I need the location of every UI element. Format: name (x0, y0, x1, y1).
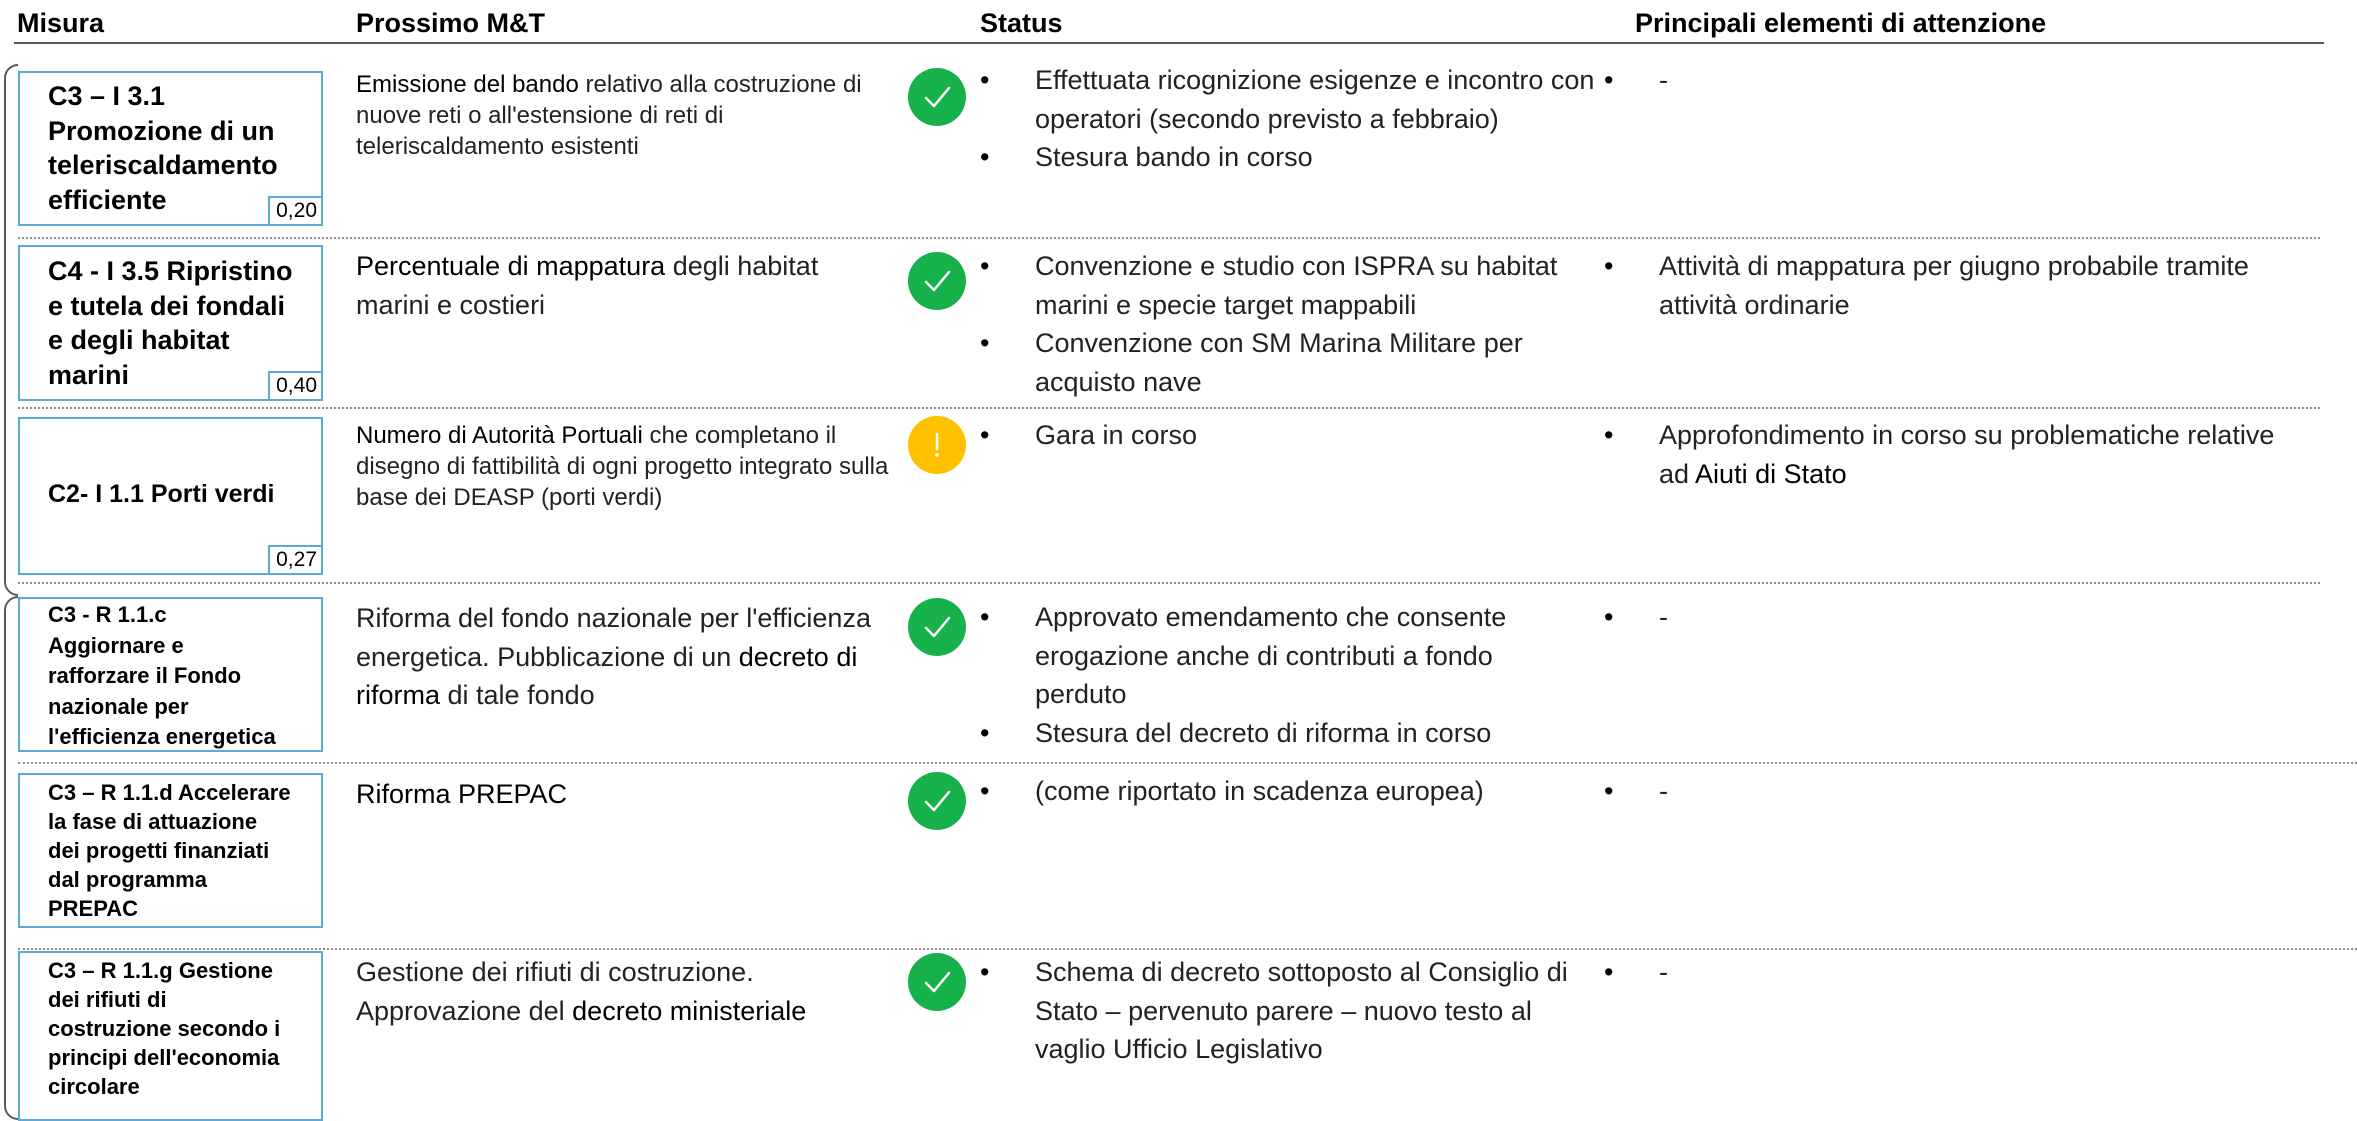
status-item: • Stesura bando in corso (980, 138, 1600, 177)
measure-title (48, 778, 291, 923)
status-list (980, 61, 1600, 177)
mt-highlight: Emissione del bando (356, 71, 579, 98)
group-bracket-top (4, 64, 18, 596)
check-icon (908, 68, 966, 126)
header-attenzione: Principali elementi di attenzione (1635, 8, 2047, 38)
measure-title-line: costruzione secondo i (48, 1016, 281, 1041)
status-item: • Schema di decreto sottoposto al Consiglio di Stato – pervenuto parere – nuovo testo al vaglio Ufficio Legislativo (980, 953, 1600, 1069)
attention-item: • Attività di mappatura per giugno probabile tramite attività ordinarie (1604, 247, 2304, 324)
status-list (980, 247, 1600, 401)
measure-title-line: nazionale per (48, 693, 189, 719)
check-icon (908, 252, 966, 310)
mt-description (356, 775, 901, 814)
attention-list (1604, 416, 2304, 493)
measure-title-line: C3 – R 1.1.g Gestione (48, 958, 273, 983)
status-list (980, 772, 1600, 811)
measure-title-line: dei progetti finanziati (48, 838, 270, 863)
measure-value: 0,20 (268, 196, 321, 224)
attention-item: • - (1604, 772, 2304, 811)
status-item: • (come riportato in scadenza europea) (980, 772, 1600, 811)
mt-highlight: Percentuale di mappatura (356, 251, 666, 281)
mt-text: Gestione dei rifiuti di costruzione. Approvazione del (356, 957, 754, 1026)
status-item: • Convenzione e studio con ISPRA su habitat marini e specie target mappabili (980, 247, 1600, 324)
mt-highlight: Numero di Autorità Portuali (356, 422, 643, 449)
mt-description (356, 599, 876, 715)
mt-highlight: Riforma PREPAC (356, 779, 568, 809)
status-item: • Stesura del decreto di riforma in corso (980, 714, 1580, 753)
measure-title (48, 79, 278, 217)
attention-text: Approfondimento in corso su problematiche relative ad (1659, 420, 2275, 489)
row-separator (18, 237, 2320, 239)
mt-description (356, 247, 876, 324)
attention-list (1604, 772, 2304, 811)
row-separator (18, 582, 2320, 584)
measure-title-line: rafforzare il Fondo (48, 663, 242, 688)
status-list (980, 598, 1580, 752)
measure-title-line: la fase di attuazione (48, 809, 258, 834)
mt-text: che completano il disegno di fattibilità di ogni progetto integrato sulla base dei DEASP (porti verdi) (356, 422, 889, 511)
mt-description (356, 420, 901, 513)
mt-text: Riforma del fondo nazionale per l'efficienza energetica. Pubblicazione di un (356, 603, 871, 672)
attention-item: • - (1604, 61, 2304, 100)
measure-value: 0,40 (268, 371, 321, 399)
attention-list (1604, 953, 2304, 992)
measure-title-line: principi dell'economia (48, 1045, 280, 1070)
measure-title-line: l'efficienza energetica (48, 724, 276, 749)
measure-title-line: efficiente (48, 184, 167, 215)
status-item: • Approvato emendamento che consente erogazione anche di contributi a fondo perduto (980, 598, 1580, 714)
measure-title-line: C4 - I 3.5 Ripristino (48, 256, 293, 286)
mt-highlight: decreto di riforma (356, 641, 858, 710)
measure-title (48, 254, 293, 392)
header-status: Status (980, 8, 1063, 38)
measure-title-line: C3 - R 1.1.c (48, 602, 167, 627)
check-icon (908, 772, 966, 830)
warning-icon (908, 416, 966, 474)
measure-title: C2- I 1.1 Porti verdi (48, 480, 275, 508)
measure-title (48, 956, 280, 1101)
status-item: • Convenzione con SM Marina Militare per acquisto nave (980, 324, 1600, 401)
status-list (980, 953, 1600, 1069)
mt-description (356, 69, 876, 162)
attention-item: • - (1604, 598, 2304, 637)
attention-list (1604, 247, 2304, 324)
status-item: • Gara in corso (980, 416, 1600, 455)
attention-item (1604, 416, 2304, 493)
header-misura: Misura (17, 8, 105, 38)
attention-list (1604, 598, 2304, 637)
measure-title-line: C3 – R 1.1.d Accelerare (48, 780, 291, 805)
measure-title-line: PREPAC (48, 896, 139, 921)
mt-text: relativo alla costruzione di nuove reti o all'estensione di reti di teleriscaldamento esistenti (356, 71, 862, 160)
measure-title (48, 600, 276, 753)
check-icon (908, 953, 966, 1011)
measure-title-line: e tutela dei fondali (48, 290, 286, 321)
measure-title-line: e degli habitat (48, 325, 230, 355)
header-divider (14, 42, 2324, 44)
check-icon (908, 598, 966, 656)
row-separator (18, 948, 2357, 950)
measure-title-line: C3 – I 3.1 (48, 81, 166, 111)
mt-text: di tale fondo (440, 680, 595, 710)
measure-value: 0,27 (268, 545, 321, 573)
measure-title-line: dal programma (48, 867, 207, 892)
header-prossimo-mt: Prossimo M&T (356, 8, 546, 38)
attention-item: • - (1604, 953, 2304, 992)
mt-highlight: decreto ministeriale (572, 995, 807, 1026)
mt-description (356, 953, 876, 1030)
status-item: • Effettuata ricognizione esigenze e incontro con operatori (secondo previsto a febbraio) (980, 61, 1600, 138)
row-separator (18, 407, 2320, 409)
measure-title-line: marini (48, 359, 130, 390)
mt-text: degli habitat marini e costieri (356, 251, 819, 320)
measure-title-line: teleriscaldamento (48, 150, 278, 180)
measure-title-line: Promozione di un (48, 115, 275, 146)
attention-highlight: Aiuti di Stato (1695, 458, 1847, 489)
status-list (980, 416, 1600, 455)
measure-title-line: Aggiornare e (48, 632, 184, 658)
attention-list (1604, 61, 2304, 100)
measure-title-line: dei rifiuti di (48, 987, 167, 1012)
measure-title-line: circolare (48, 1074, 140, 1099)
row-separator (18, 762, 2357, 764)
group-bracket-bottom (4, 596, 18, 1120)
